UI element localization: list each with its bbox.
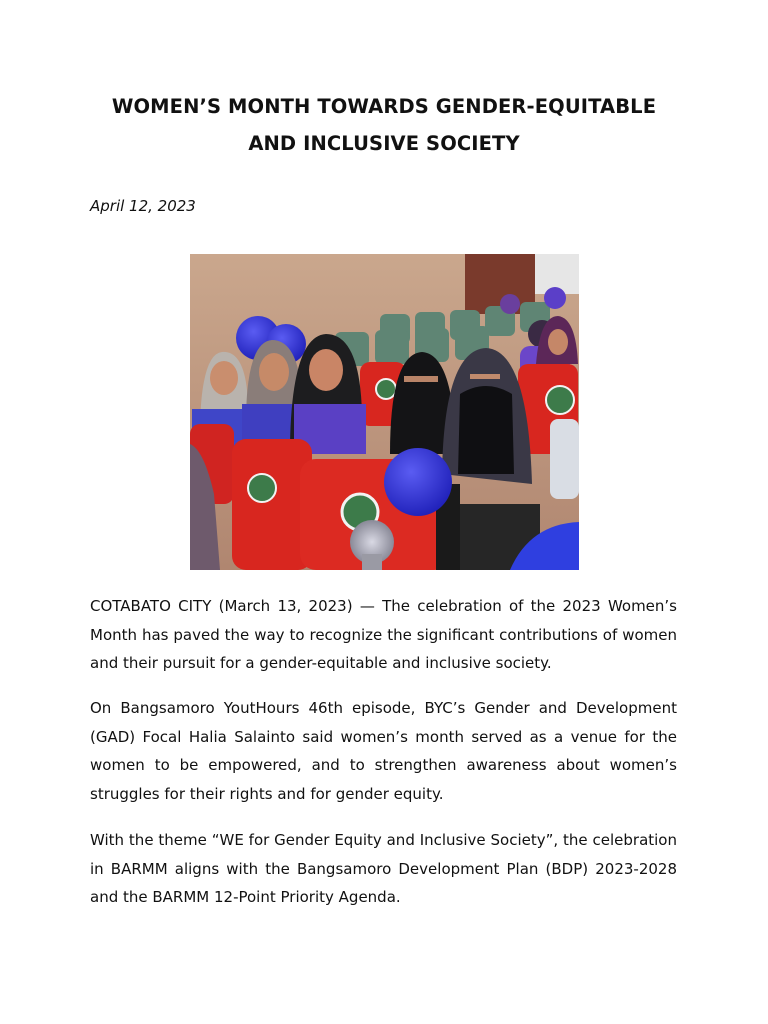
paragraph-3: With the theme “WE for Gender Equity and Inclusive Society”, the celebration in BARMM aligns with the Bangsamoro Development Plan (BDP) 2023-2028 and the BARMM 12-Point Priority Agenda. [90, 831, 677, 906]
title-line-1: WOMEN’S MONTH TOWARDS GENDER-EQUITABLE [111, 95, 657, 118]
article-date: April 12, 2023 [90, 197, 196, 215]
paragraph-1: COTABATO CITY (March 13, 2023) — The celebration of the 2023 Women’s Month has paved the way to recognize the significant contributions of women and their pursuit for a gender-equitable and inclusive society. [90, 597, 677, 672]
photo-image-icon [190, 254, 579, 570]
title-line-2: AND INCLUSIVE SOCIETY [248, 132, 520, 155]
paragraph-2: On Bangsamoro YoutHours 46th episode, BYC’s Gender and Development (GAD) Focal Halia Salainto said women’s month served as a venue for the women to be empowered, and to strengthen awareness about women’s struggles for their rights and for gender equity. [90, 699, 677, 803]
article-photo [190, 254, 579, 570]
article-title [60, 88, 708, 162]
